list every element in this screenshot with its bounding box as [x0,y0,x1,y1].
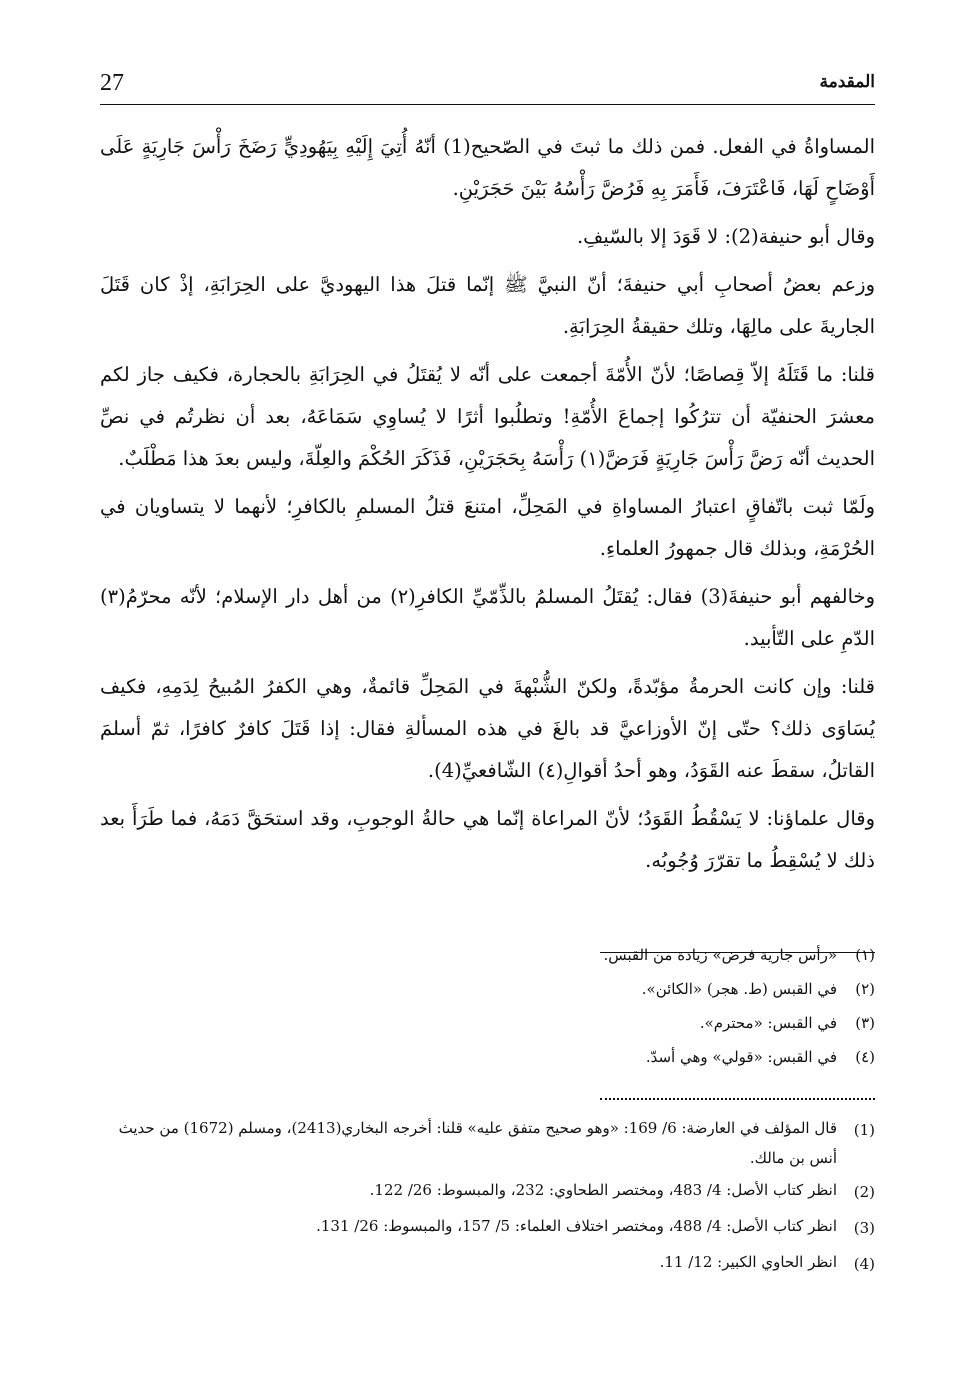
page-number: 27 [100,70,124,96]
paragraph: وزعم بعضُ أصحابِ أبي حنيفةَ؛ أنّ النبيَّ ﷺ إنّما قتلَ هذا اليهوديَّ على الحِرَابَةِ، إذْ كان قَتَلَ الجاريةَ على مالِهَا، وتلك حقيقةُ الحِرَابَةِ. [100,273,875,338]
paragraph: قلنا: ما قَتَلَهُ إلاّ قِصاصًا؛ لأنّ الأُمّةَ أجمعت على أنّه لا يُقتَلُ في الحِرَابَةِ بالحجارة، فكيف جاز لكم معشرَ الحنفيّة أن تترُكُوا إجماعَ الأُمّةِ! وتطلُبوا أثرًا لا يُساوِي سَمَاعَهُ، بعد أن نظرتُم في نصِّ الحديث أنّه رَضَّ رَأْسَ جَارِيَةٍ فَرَضَّ(١) رَأْسَهُ بِحَجَرَيْنِ، فَذَكَرَ الحُكْمَ والعِلّةَ، وليس بعدَ هذا مَطْلَبٌ. [100,363,875,470]
variant-footnotes [100,938,875,1074]
paragraph: وقال علماؤنا: لا يَسْقُطُ القَوَدُ؛ لأنّ المراعاة إنّما هي حالةُ الوجوبِ، وقد استحَقَّ دَمَهُ، فما طَرَأَ بعد ذلك لا يُسْقِطُ ما تقرّرَ وُجُوبُه. [100,807,875,872]
footnote-text: في القبس (ط. هجر) «الكائن». [641,980,837,998]
main-text [100,126,875,888]
header-divider [100,104,875,105]
paragraph: وخالفهم أبو حنيفةَ(3) فقال: يُقتَلُ المسلمُ بالذِّمّيِّ الكافرِ(٢) من أهل دار الإسلام؛ لأنّه محرّمُ(٣) الدّمِ على التّأبيد. [100,585,876,650]
footnote-number: (٣) [855,1014,875,1032]
footnote-item [100,1040,875,1074]
footnote-number: (3) [853,1219,875,1237]
footnote-item [100,1113,875,1173]
footnote-number: (٢) [855,980,875,998]
footnote-text: قال المؤلف في العارضة: 6/ 169: «وهو صحيح متفق عليه» قلنا: أخرجه البخاري(2413)، ومسلم (1672) من حديث أنس بن مالك. [118,1119,837,1167]
footnote-item [100,938,875,972]
footnote-text: انظر كتاب الأصل: 4/ 483، ومختصر الطحاوي: 232، والمبسوط: 26/ 122. [369,1181,837,1199]
paragraph: قلنا: وإن كانت الحرمةُ مؤبّدةً، ولكنّ الشُّبْهةَ في المَحِلِّ قائمةٌ، وهي الكفرُ المُبيحُ لِدَمِهِ، فكيف يُسَاوَى ذلك؟ حتّى إنّ الأوزاعيَّ قد بالغَ في هذه المسألةِ فقال: إذا قَتَلَ كافرٌ كافرًا، ثمّ أسلمَ القاتلُ، سقطَ عنه القَوَدُ، وهو أحدُ أقوالِ(٤) الشّافعيِّ(4). [100,675,875,782]
footnote-item [100,972,875,1006]
page-header [100,68,875,102]
footnote-text: «رأس جارية فرض» زيادة من القبس. [603,946,837,964]
footnote-number: (1) [853,1121,875,1139]
paragraph: وقال أبو حنيفة(2): لا قَوَدَ إلا بالسّيفِ. [576,225,875,248]
footnote-text: في القبس: «قولي» وهي أسدّ. [645,1048,837,1066]
footnote-text: انظر الحاوي الكبير: 12/ 11. [659,1253,837,1271]
dotted-divider [600,1098,875,1100]
footnote-item [100,1211,875,1245]
footnote-item [100,1006,875,1040]
paragraph: المساواةُ في الفعل. فمن ذلك ما ثبتَ في الصّحيح(1) أنّهُ أُتِيَ إِلَيْهِ بِيَهُودِيٍّ رَضَخَ رَأْسَ جَارِيَةٍ عَلَى أَوْضَاحٍ لَهَا، فَاعْتَرَفَ، فَأَمَرَ بِهِ فَرُضَّ رَأْسُهُ بَيْنَ حَجَرَيْنِ. [100,135,876,200]
running-title: المقدمة [819,72,875,92]
footnote-number: (١) [855,946,875,964]
paragraph: ولَمّا ثبت باتّفاقٍ اعتبارُ المساواةِ في المَحِلِّ، امتنعَ قتلُ المسلمِ بالكافرِ؛ لأنهما لا يتساويان في الحُرْمَةِ، وبذلك قال جمهورُ العلماءِ. [100,495,875,560]
footnote-number: (٤) [855,1048,875,1066]
footnote-number: (2) [853,1183,875,1201]
footnote-item [100,1247,875,1281]
source-footnotes [100,1113,875,1283]
footnote-text: انظر كتاب الأصل: 4/ 488، ومختصر اختلاف العلماء: 5/ 157، والمبسوط: 26/ 131. [316,1217,837,1235]
footnote-text: في القبس: «محترم». [699,1014,837,1032]
footnote-number: (4) [853,1255,875,1273]
footnote-item [100,1175,875,1209]
